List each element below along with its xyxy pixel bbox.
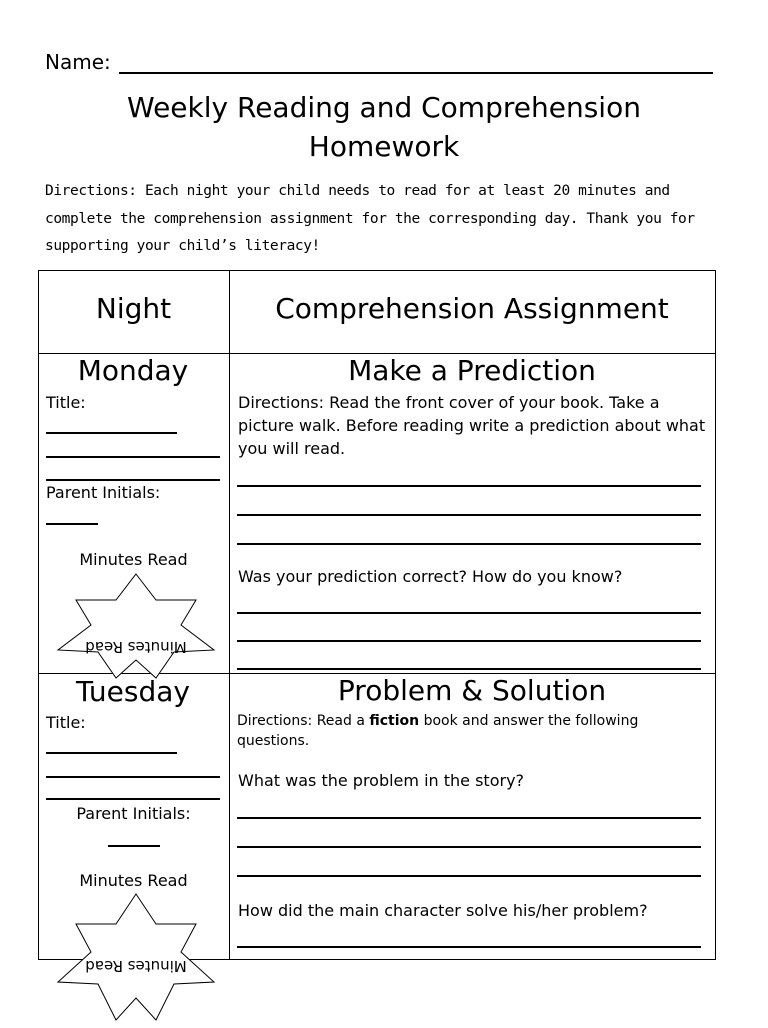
monday-star-text: Minutes Read xyxy=(85,638,187,656)
tuesday-title-line-2[interactable] xyxy=(46,776,220,778)
monday-title-label: Title: xyxy=(46,393,86,412)
monday-answer-line-6[interactable] xyxy=(237,668,701,670)
page-title-text: Weekly Reading and Comprehension Homework xyxy=(127,91,641,163)
name-row xyxy=(45,50,713,74)
monday-parent-line[interactable] xyxy=(46,523,98,525)
tuesday-title-line-1[interactable] xyxy=(46,752,177,754)
tuesday-minutes-label: Minutes Read xyxy=(79,871,188,890)
tuesday-directions-bold: fiction xyxy=(369,713,420,729)
day-monday: Monday xyxy=(77,354,189,387)
tuesday-star-icon xyxy=(56,890,216,1024)
header-assignment: Comprehension Assignment xyxy=(275,292,669,325)
tuesday-answer-line-1[interactable] xyxy=(237,817,701,819)
tuesday-title-label: Title: xyxy=(46,713,86,732)
monday-answer-line-5[interactable] xyxy=(237,640,701,642)
name-field-line[interactable] xyxy=(119,52,713,74)
tuesday-answer-line-2[interactable] xyxy=(237,846,701,848)
name-label: Name: xyxy=(45,50,111,74)
monday-assignment-title: Make a Prediction xyxy=(348,354,596,387)
homework-table xyxy=(38,270,716,975)
tuesday-answer-line-3[interactable] xyxy=(237,875,701,877)
monday-star-icon xyxy=(56,570,216,680)
tuesday-question-2: How did the main character solve his/her problem? xyxy=(238,901,648,920)
tuesday-title-line-3[interactable] xyxy=(46,798,220,800)
tuesday-directions-suffix: book and answer the following questions. xyxy=(237,713,639,749)
tuesday-parent-line[interactable] xyxy=(108,845,160,847)
monday-answer-line-3[interactable] xyxy=(237,543,701,545)
monday-answer-line-2[interactable] xyxy=(237,514,701,516)
monday-assignment-directions: Directions: Read the front cover of your book. Take a picture walk. Before reading write a prediction about what you will read. xyxy=(238,393,706,458)
table-border-top xyxy=(38,270,716,271)
tuesday-assignment-directions xyxy=(237,711,707,751)
tuesday-directions-prefix: Directions: Read a xyxy=(237,713,370,729)
monday-answer-line-1[interactable] xyxy=(237,485,701,487)
tuesday-question-1: What was the problem in the story? xyxy=(238,771,525,790)
monday-title-line-1[interactable] xyxy=(46,432,177,434)
header-night: Night xyxy=(95,292,172,325)
monday-answer-line-4[interactable] xyxy=(237,612,701,614)
tuesday-answer-line-4[interactable] xyxy=(237,946,701,948)
monday-title-line-2[interactable] xyxy=(46,456,220,458)
day-tuesday: Tuesday xyxy=(76,675,190,708)
page-title xyxy=(0,88,768,166)
monday-question: Was your prediction correct? How do you know? xyxy=(238,567,623,586)
directions-text: Directions: Each night your child needs to read for at least 20 minutes and complete the comprehension assignment for the corresponding day. Thank you for supporting your child’s literacy! xyxy=(45,183,695,254)
table-border-right xyxy=(715,270,716,960)
tuesday-assignment-title: Problem & Solution xyxy=(337,674,607,707)
monday-minutes-label: Minutes Read xyxy=(79,550,188,569)
monday-parent-label: Parent Initials: xyxy=(46,483,161,502)
tuesday-parent-label: Parent Initials: xyxy=(76,804,191,823)
tuesday-star-text: Minutes Read xyxy=(85,957,187,975)
